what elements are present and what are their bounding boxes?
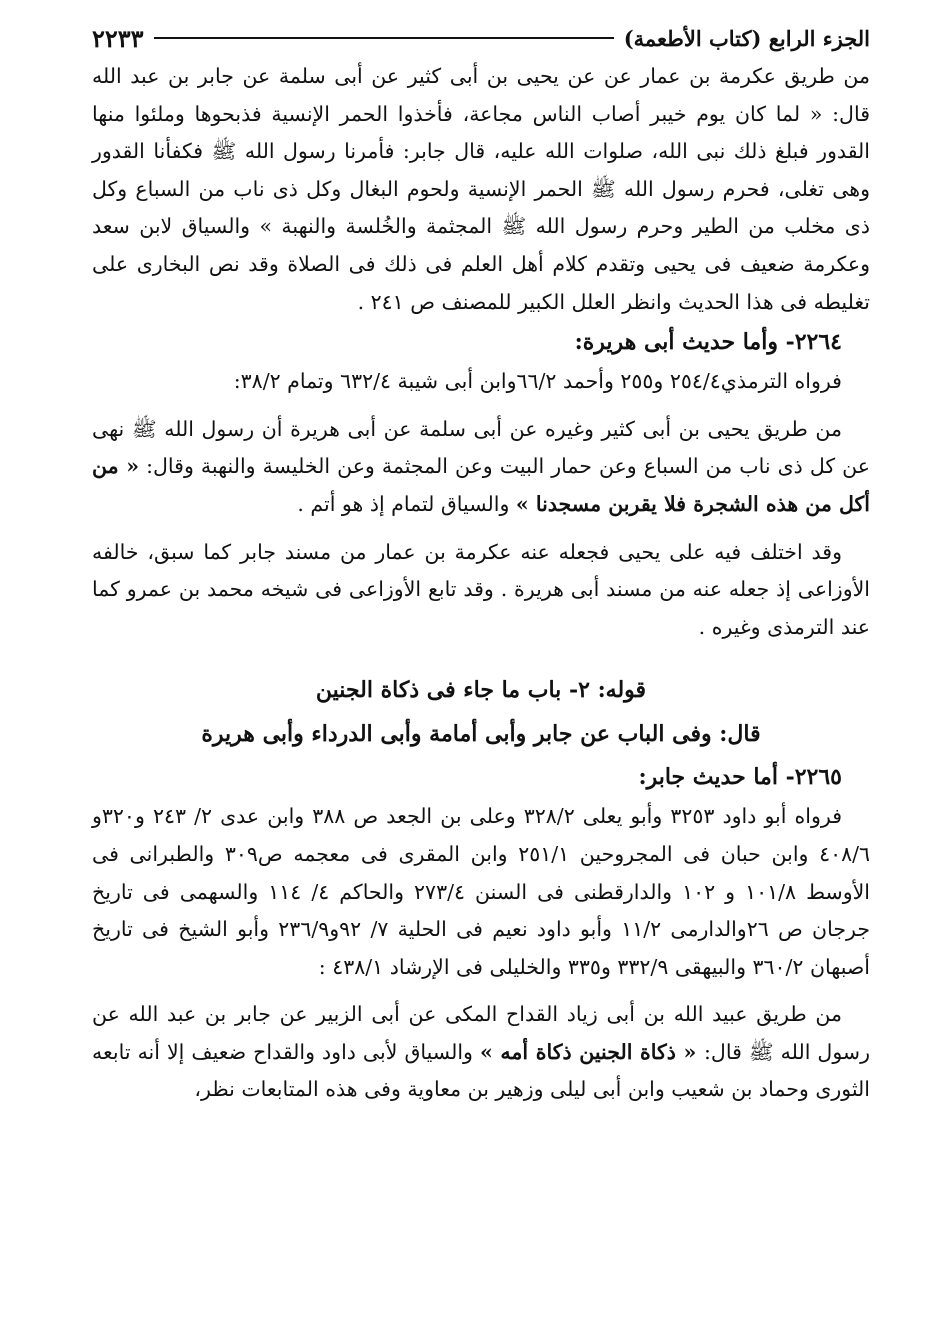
hadith-quote: « من أكل من هذه الشجرة فلا يقربن مسجدنا » (92, 454, 870, 516)
spacer (92, 646, 870, 668)
paragraph-text: والسياق لأبى داود والقداح ضعيف إلا أنه تابعه الثورى وحماد بن شعيب وابن أبى ليلى وزهير بن معاوية وفى هذه المتابعات نظر، (92, 1039, 870, 1102)
paragraph-discussion-2264: وقد اختلف فيه على يحيى فجعله عنه عكرمة بن عمار من مسند جابر كما سبق، خالفه الأوزاعى إذ جعله عنه من مسند أبى هريرة . وقد تابع الأوزاعى فى شيخه محمد بن عمرو كما عند الترمذى وغيره . (92, 539, 870, 639)
paragraph-text: والسياق لتمام إذ هو أتم . (297, 491, 516, 516)
header-rule (154, 37, 614, 39)
hadith-quote: « ذكاة الجنين ذكاة أمه » (479, 1039, 705, 1064)
hadith-heading-2265: ٢٢٦٥- أما حديث جابر: (638, 764, 842, 791)
chapter-subtitle: قال: وفى الباب عن جابر وأبى أمامة وأبى الدرداء وأبى هريرة (201, 721, 761, 748)
part-label: الجزء الرابع (كتاب الأطعمة) (623, 25, 870, 51)
page-number: ٢٢٣٣ (92, 23, 144, 53)
paragraph-text: من طريق عبيد الله بن أبى زياد القداح المكى عن أبى الزبير عن جابر بن عبد الله عن رسول الله ﷺ قال: (92, 1002, 870, 1064)
chapter-title: قوله: ٢- باب ما جاء فى ذكاة الجنين (315, 677, 647, 704)
hadith-heading-2264: ٢٢٦٤- وأما حديث أبى هريرة: (574, 329, 842, 356)
paragraph-text: والسياق لابن سعد وعكرمة ضعيف فى يحيى وتقدم كلام أهل العلم فى ذلك فى الصلاة وقد نص البخارى على تغليطه فى هذا الحديث وانظر العلل الكبير للمصنف ص ٢٤١ . (92, 214, 870, 314)
paragraph-isnad-2264 (92, 411, 870, 524)
paragraph-sources-2265: فرواه أبو داود ٣٢٥٣ وأبو يعلى ٣٢٨/٢ وعلى بن الجعد ص ٣٨٨ وابن عدى ٢/ ٢٤٣ و٣٢٠و ٤٠٨/٦ وابن حبان فى المجروحين ٢٥١/١ وابن المقرى فى معجمه ص٣٠٩ والطبرانى فى الأوسط ١٠١/٨ و ١٠٢ والدارقطنى فى السنن ٢٧٣/٤ والحاكم ٤/ ١١٤ والسهمى فى تاريخ جرجان ص ٢٦والدارمى ١١/٢ وأبو داود نعيم فى الحلية ٧/ ٩٢و٢٣٦/٩ وأبو الشيخ فى تاريخ أصبهان ٣٦٠/٢ والبيهقى ٣٣٢/٩ و٣٣٥ والخليلى فى الإرشاد ٤٣٨/١ : (92, 804, 871, 979)
paragraph-text: من طريق عكرمة بن عمار عن عن يحيى بن أبى كثير عن أبى سلمة عن جابر بن عبد الله قال: « لما كان يوم خيبر أصاب الناس مجاعة، فأخذوا الحمر الإنسية فذبحوها وملئوا منها القدور فبلغ ذلك نبى الله، صلوات الله عليه، قال جابر: فأمرنا رسول الله ﷺ فكفأنا القدور وهى تغلى، فحرم رسول الله ﷺ الحمر الإنسية ولحوم البغال وكل ذى ناب من السباع وكل ذى مخلب من الطير وحرم رسول الله ﷺ المجثمة والخُلسة والنهبة » (92, 64, 871, 239)
paragraph-text: من طريق يحيى بن أبى كثير وغيره عن أبى سلمة عن أبى هريرة أن رسول الله ﷺ نهى عن كل ذى ناب من السباع وعن حمار البيت وعن المجثمة وعن الخليسة والنهبة وقال: (92, 416, 870, 479)
paragraph-jabir-isnad (92, 58, 870, 321)
paragraph-sources-2264: فرواه الترمذي٢٥٤/٤ و٢٥٥ وأحمد ٦٦/٢وابن أبى شيبة ٦٣٢/٤ وتمام ٣٨/٢: (233, 369, 842, 394)
paragraph-isnad-2265 (92, 996, 870, 1109)
running-header (92, 18, 870, 58)
